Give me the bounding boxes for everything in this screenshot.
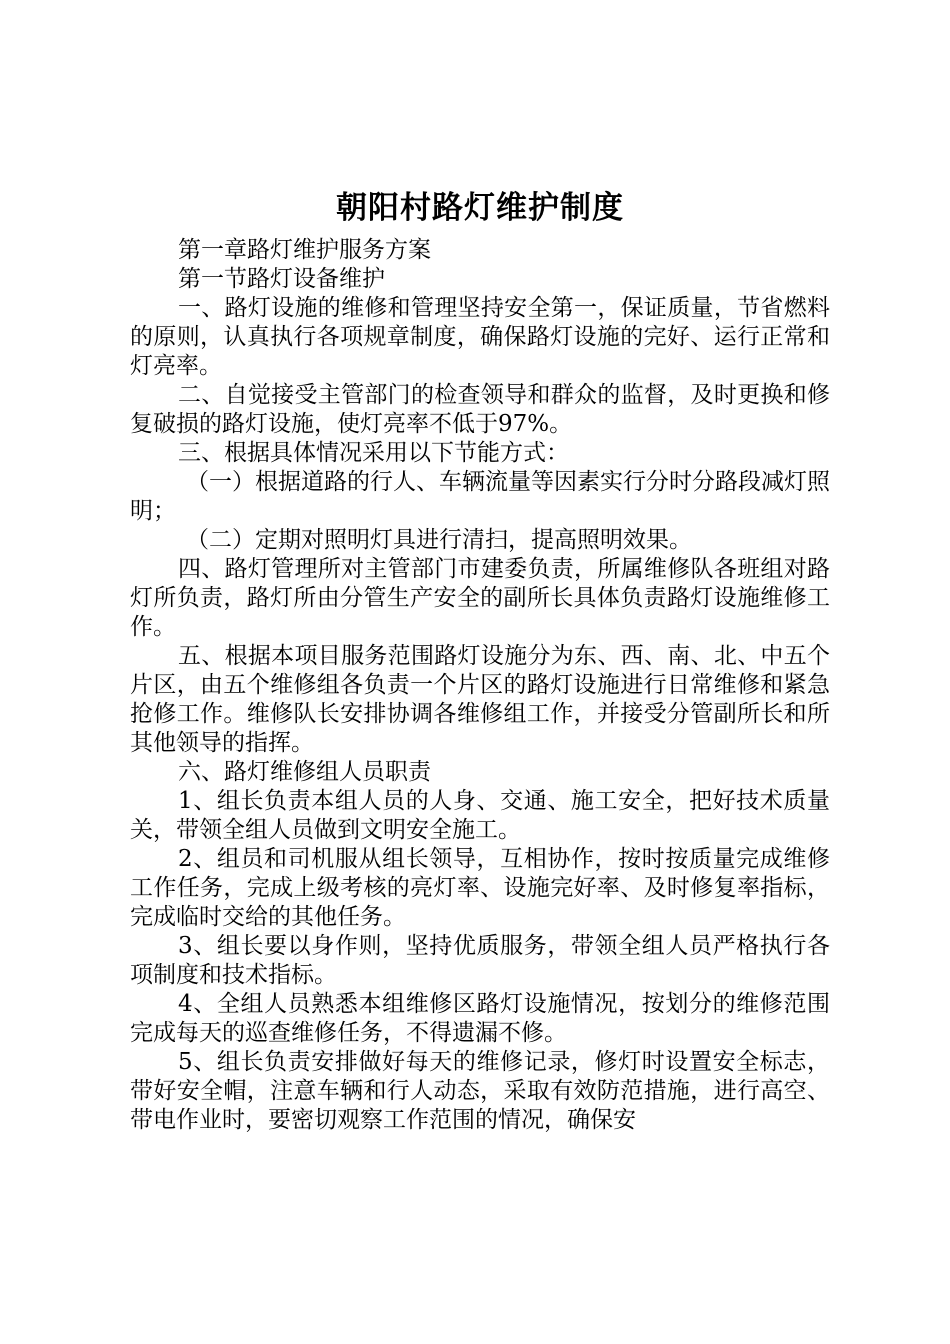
section-heading: 第一节路灯设备维护 [178, 266, 385, 292]
paragraph-3-item-2: （二）定期对照明灯具进行清扫，提高照明效果。 [186, 527, 692, 553]
duty-item-3: 3、组长要以身作则，坚持优质服务，带领全组人员严格执行各项制度和技术指标。 [130, 933, 830, 988]
paragraph-3-item-1: （一）根据道路的行人、车辆流量等因素实行分时分路段减灯照明； [130, 469, 830, 524]
document-title: 朝阳村路灯维护制度 [336, 190, 624, 226]
paragraph-4: 四、路灯管理所对主管部门市建委负责，所属维修队各班组对路灯所负责，路灯所由分管生产安全的副所长具体负责路灯设施维修工作。 [130, 556, 830, 640]
paragraph-5: 五、根据本项目服务范围路灯设施分为东、西、南、北、中五个片区，由五个维修组各负责一个片区的路灯设施进行日常维修和紧急抢修工作。维修队长安排协调各维修组工作，并接受分管副所长和所其他领导的指挥。 [130, 643, 830, 756]
paragraph-2: 二、自觉接受主管部门的检查领导和群众的监督，及时更换和修复破损的路灯设施，使灯亮率不低于97%。 [130, 382, 830, 437]
duty-item-4: 4、全组人员熟悉本组维修区路灯设施情况，按划分的维修范围完成每天的巡查维修任务，不得遗漏不修。 [130, 991, 830, 1046]
duty-item-1: 1、组长负责本组人员的人身、交通、施工安全，把好技术质量关，带领全组人员做到文明安全施工。 [130, 788, 830, 843]
document-page [130, 186, 830, 1135]
paragraph-1: 一、路灯设施的维修和管理坚持安全第一，保证质量，节省燃料的原则，认真执行各项规章制度，确保路灯设施的完好、运行正常和灯亮率。 [130, 295, 830, 379]
paragraph-6: 六、路灯维修组人员职责 [178, 759, 431, 785]
duty-item-2: 2、组员和司机服从组长领导，互相协作，按时按质量完成维修工作任务，完成上级考核的亮灯率、设施完好率、及时修复率指标，完成临时交给的其他任务。 [130, 846, 830, 930]
paragraph-3: 三、根据具体情况采用以下节能方式： [178, 440, 569, 466]
chapter-heading: 第一章路灯维护服务方案 [178, 237, 431, 263]
duty-item-5: 5、组长负责安排做好每天的维修记录，修灯时设置安全标志，带好安全帽，注意车辆和行人动态，采取有效防范措施，进行高空、带电作业时，要密切观察工作范围的情况，确保安 [130, 1049, 830, 1133]
